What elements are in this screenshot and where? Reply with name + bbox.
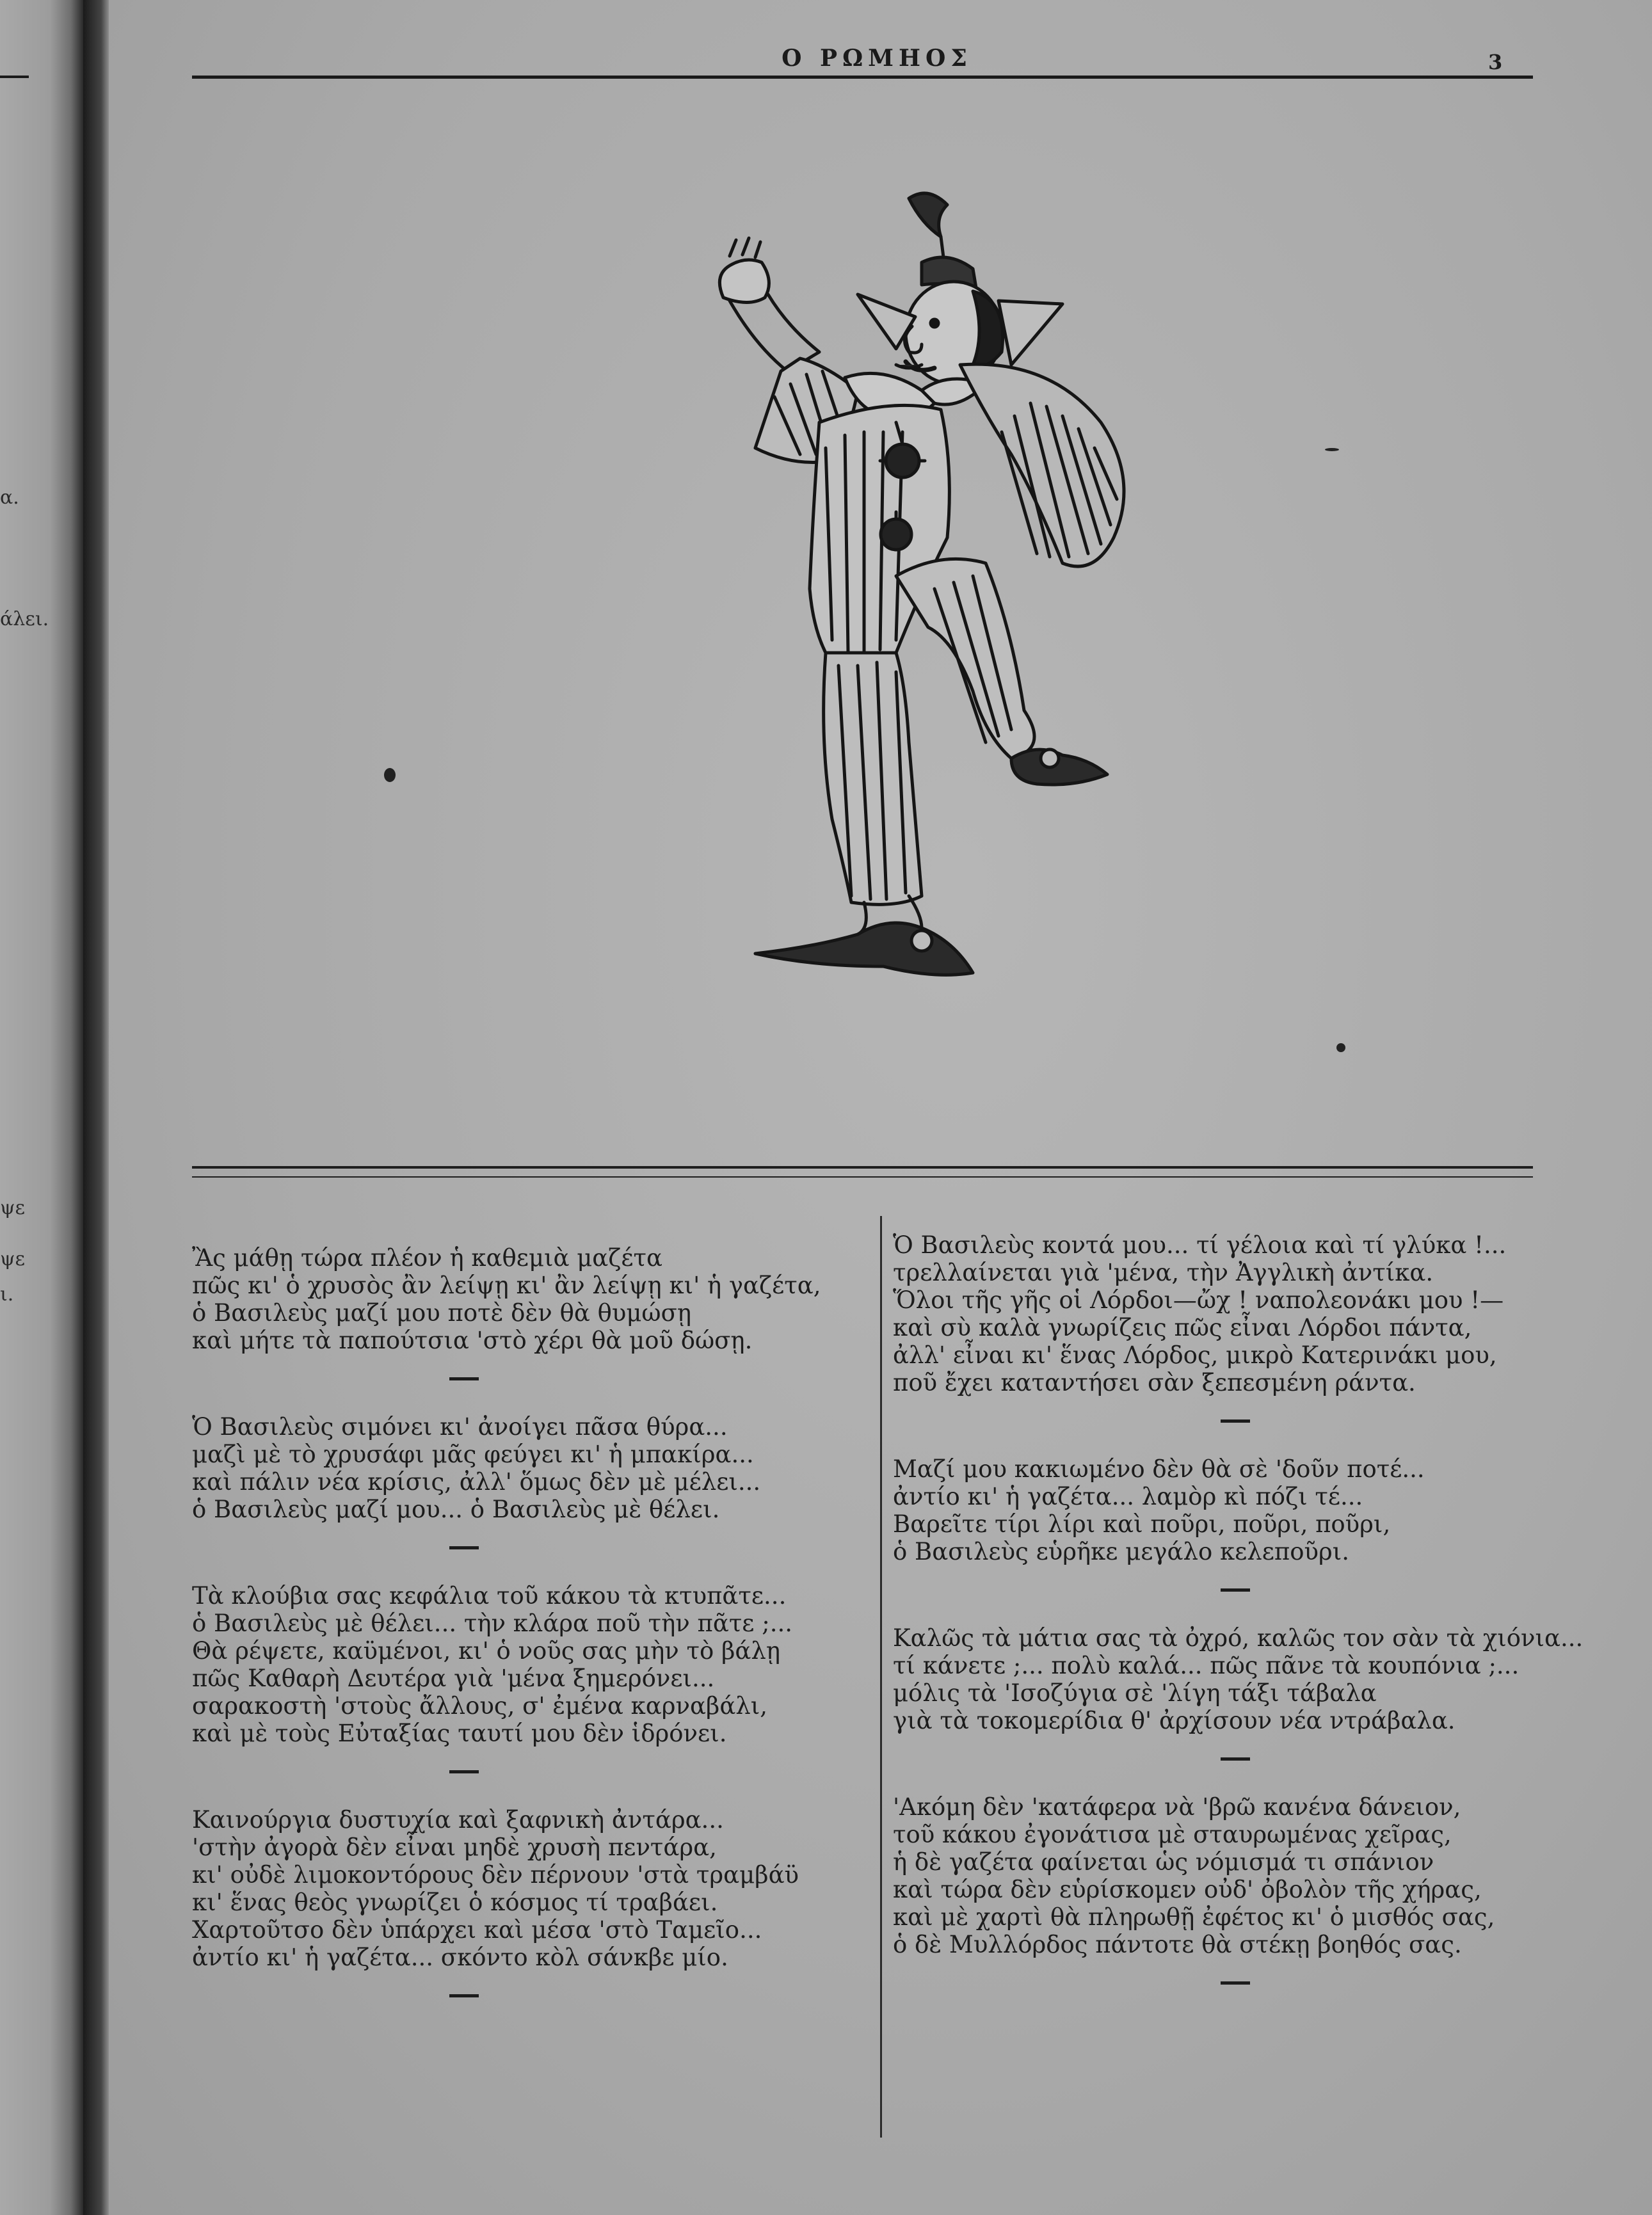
verse-line: ὁ Βασιλεὺς μαζί μου... ὁ Βασιλεὺς μὲ θέλει. — [192, 1496, 720, 1523]
ink-speck — [1336, 1043, 1345, 1052]
verse-line: κι' ἕνας θεὸς γνωρίζει ὁ κόσμος τί τραβάει. — [192, 1889, 718, 1916]
stanza-separator — [1221, 1588, 1250, 1592]
verse-line: μαζὶ μὲ τὸ χρυσάφι μᾶς φεύγει κι' ἡ μπακίρα... — [192, 1441, 754, 1468]
verse-line: καὶ πάλιν νέα κρίσις, ἀλλ' ὅμως δὲν μὲ μέλει... — [192, 1468, 761, 1496]
verse-line: ὁ Βασιλεὺς μαζί μου ποτὲ δὲν θὰ θυμώσῃ — [192, 1299, 691, 1327]
verse-line: τοῦ κάκου ἐγονάτισα μὲ σταυρωμένας χεῖρας, — [893, 1821, 1452, 1848]
book-gutter — [83, 0, 109, 2215]
verse-line: ὁ δὲ Μυλλόρδος πάντοτε θὰ στέκῃ βοηθός σας. — [893, 1931, 1462, 1958]
left-poem-column — [192, 1244, 858, 2030]
verse-line: Καλῶς τὰ μάτια σας τὰ ὀχρό, καλῶς τον σὰν τὰ χιόνια... — [893, 1624, 1584, 1652]
verse-line: τρελλαίνεται γιὰ 'μένα, τὴν Ἀγγλικὴ ἀντίκα. — [893, 1259, 1434, 1286]
stanza — [893, 1793, 1629, 1958]
verse-line: 'στὴν ἀγορὰ δὲν εἶναι μηδὲ χρυσὴ πεντάρα, — [192, 1834, 717, 1861]
verse-line: ὁ Βασιλεὺς μὲ θέλει... τὴν κλάρα ποῦ τὴν πᾶτε ;... — [192, 1610, 792, 1637]
stanza — [893, 1455, 1629, 1565]
verse-line: Ὁ Βασιλεὺς κοντά μου... τί γέλοια καὶ τί γλύκα !... — [893, 1231, 1507, 1259]
page-number: 3 — [1488, 50, 1503, 74]
left-page-fragment: άλει. — [0, 608, 49, 630]
stanza-separator — [449, 1377, 479, 1380]
stanza-separator — [1221, 1419, 1250, 1423]
verse-line: γιὰ τὰ τοκομερίδια θ' ἀρχίσουν νέα ντράβαλα. — [893, 1707, 1456, 1734]
stanza-separator — [449, 1770, 479, 1773]
verse-line: καὶ μήτε τὰ παπούτσια 'στὸ χέρι θὰ μοῦ δώσῃ. — [192, 1327, 753, 1354]
stanza — [192, 1244, 858, 1354]
newspaper-page — [109, 0, 1652, 2215]
pierrot-clown-figure-icon — [653, 179, 1197, 1043]
left-facing-page-edge — [0, 0, 83, 2215]
verse-line: ἀντίο κι' ἡ γαζέτα... σκόντο κὸλ σάνκβε μίο. — [192, 1944, 728, 1971]
verse-line: Ὁ Βασιλεὺς σιμόνει κι' ἀνοίγει πᾶσα θύρα... — [192, 1413, 728, 1441]
verse-line: Μαζί μου κακιωμένο δὲν θὰ σὲ 'δοῦν ποτέ... — [893, 1455, 1425, 1483]
verse-line: Θὰ ρέψετε, καϋμένοι, κι' ὁ νοῦς σας μὴν τὸ βάλῃ — [192, 1637, 781, 1665]
verse-line: ποῦ ἔχει καταντήσει σὰν ξεπεσμένη ράντα. — [893, 1369, 1416, 1396]
left-page-fragment: ψε — [0, 1197, 26, 1219]
verse-line: καὶ τώρα δὲν εὑρίσκομεν οὐδ' ὀβολὸν τῆς χήρας, — [893, 1876, 1482, 1903]
verse-line: καὶ σὺ καλὰ γνωρίζεις πῶς εἶναι Λόρδοι πάντα, — [893, 1314, 1472, 1341]
verse-line: Καινούργια δυστυχία καὶ ξαφνικὴ ἀντάρα... — [192, 1806, 724, 1834]
verse-line: ἀντίο κι' ἡ γαζέτα... λαμὸρ κὶ πόζι τέ... — [893, 1483, 1363, 1510]
stanza — [192, 1806, 858, 1971]
stanza — [893, 1624, 1629, 1734]
stanza — [893, 1231, 1629, 1396]
page-header-title: Ο ΡΩΜΗΟΣ — [782, 45, 972, 72]
left-page-fragment: ι. — [0, 1283, 14, 1306]
verse-line: πῶς κι' ὁ χρυσὸς ἂν λείψῃ κι' ἂν λείψῃ κι' ἡ γαζέτα, — [192, 1272, 821, 1299]
verse-line: καὶ μὲ χαρτὶ θὰ πληρωθῇ ἐφέτος κι' ὁ μισθός σας, — [893, 1903, 1495, 1931]
verse-line: Ὅλοι τῆς γῆς οἱ Λόρδοι—ὤχ ! ναπολεονάκι μου !— — [893, 1286, 1504, 1314]
verse-line: πῶς Καθαρὴ Δευτέρα γιὰ 'μένα ξημερόνει... — [192, 1665, 715, 1692]
stanza-separator — [449, 1994, 479, 1997]
verse-line: Χαρτοῦτσο δὲν ὑπάρχει καὶ μέσα 'στὸ Ταμεῖο... — [192, 1916, 762, 1944]
verse-line: σαρακοστὴ 'στοὺς ἄλλους, σ' ἐμένα καρναβάλι, — [192, 1692, 768, 1720]
verse-line: τί κάνετε ;... πολὺ καλά... πῶς πᾶνε τὰ κουπόνια ;... — [893, 1652, 1520, 1679]
header-rule — [192, 76, 1533, 79]
stanza-separator — [449, 1546, 479, 1549]
stanza — [192, 1413, 858, 1523]
column-divider — [880, 1216, 882, 2138]
section-double-rule — [192, 1166, 1533, 1169]
verse-line: 'Ακόμη δὲν 'κατάφερα νὰ 'βρῶ κανένα δάνειον, — [893, 1793, 1461, 1821]
verse-line: καὶ μὲ τοὺς Εὐταξίας ταυτί μου δὲν ἱδρόνει. — [192, 1720, 727, 1747]
stanza-separator — [1221, 1981, 1250, 1985]
right-poem-column — [893, 1231, 1629, 2017]
verse-line: Τὰ κλούβια σας κεφάλια τοῦ κάκου τὰ κτυπᾶτε... — [192, 1582, 787, 1610]
left-page-fragment: α. — [0, 486, 19, 509]
verse-line: ἡ δὲ γαζέτα φαίνεται ὡς νόμισμά τι σπάνιον — [893, 1848, 1434, 1876]
stanza-separator — [1221, 1757, 1250, 1761]
stanza — [192, 1582, 858, 1747]
verse-line: ἀλλ' εἶναι κι' ἕνας Λόρδος, μικρὸ Κατερινάκι μου, — [893, 1341, 1497, 1369]
ink-speck — [1325, 448, 1339, 451]
verse-line: Ἂς μάθῃ τώρα πλέον ἡ καθεμιὰ μαζέτα — [192, 1244, 662, 1272]
ink-speck — [384, 768, 396, 782]
verse-line: ὁ Βασιλεὺς εὑρῆκε μεγάλο κελεποῦρι. — [893, 1538, 1350, 1565]
verse-line: κι' οὐδὲ λιμοκοντόρους δὲν πέρνουν 'στὰ τραμβάϋ — [192, 1861, 799, 1889]
verse-line: μόλις τὰ 'Ισοζύγια σὲ 'λίγη τάξι τάβαλα — [893, 1679, 1377, 1707]
verse-line: Βαρεῖτε τίρι λίρι καὶ ποῦρι, ποῦρι, ποῦρι, — [893, 1510, 1391, 1538]
left-page-fragment: ψε — [0, 1248, 26, 1270]
section-double-rule — [192, 1176, 1533, 1178]
